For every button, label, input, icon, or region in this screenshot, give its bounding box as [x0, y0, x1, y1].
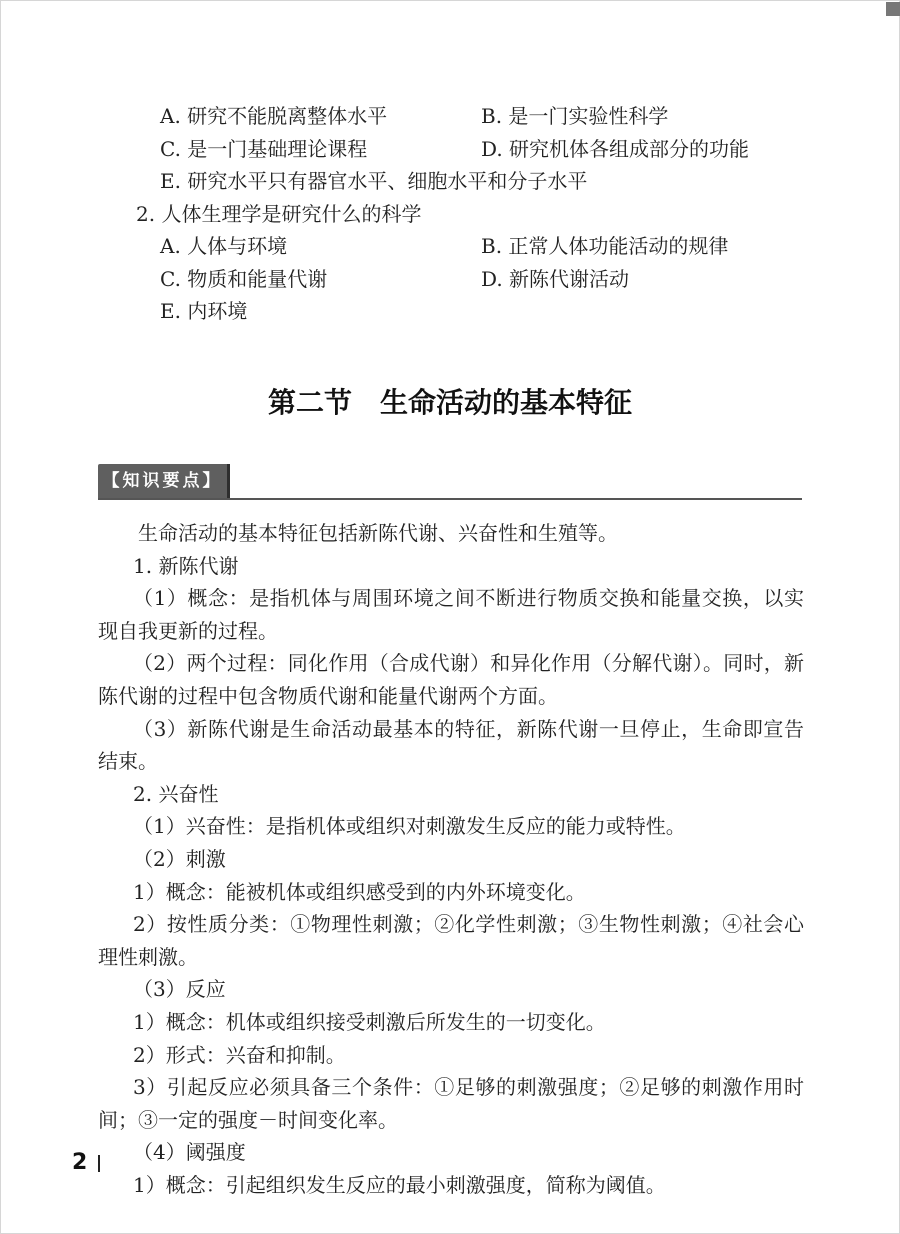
- body-text: [98, 517, 804, 1201]
- q1-option-e: E. 研究水平只有器官水平、细胞水平和分子水平: [160, 169, 588, 193]
- q1-option-c: C. 是一门基础理论课程: [160, 136, 368, 161]
- q2-option-e: E. 内环境: [160, 299, 248, 323]
- option-row: [0, 263, 900, 296]
- q2-option-c: C. 物质和能量代谢: [160, 266, 328, 291]
- corner-mark: [886, 2, 900, 16]
- paragraph: 1）概念：引起组织发生反应的最小刺激强度，简称为阈值。: [133, 1172, 666, 1197]
- knowledge-points-label: 【知识要点】: [98, 464, 230, 498]
- paragraph: 1）概念：能被机体或组织感受到的内外环境变化。: [133, 879, 586, 904]
- paragraph: 生命活动的基本特征包括新陈代谢、兴奋性和生殖等。: [138, 521, 618, 545]
- heading-excitability: 2. 兴奋性: [133, 781, 219, 806]
- paragraph: 2）形式：兴奋和抑制。: [133, 1042, 346, 1067]
- q1-option-d: D. 研究机体各组成部分的功能: [481, 136, 750, 161]
- section-title: 第二节 生命活动的基本特征: [267, 386, 632, 419]
- subheading-threshold: （4）阈强度: [133, 1140, 246, 1165]
- option-row: [0, 165, 900, 198]
- heading-metabolism: 1. 新陈代谢: [133, 553, 239, 578]
- page-number: 2: [72, 1150, 88, 1175]
- question-stem-row: [0, 198, 900, 231]
- paragraph: 1）概念：机体或组织接受刺激后所发生的一切变化。: [133, 1009, 606, 1034]
- q2-stem: 2. 人体生理学是研究什么的科学: [136, 201, 422, 226]
- knowledge-points-tab: [98, 464, 230, 498]
- q2-option-d: D. 新陈代谢活动: [481, 266, 630, 291]
- page-number-divider: [98, 1155, 100, 1172]
- question-options: [0, 100, 900, 328]
- subheading-response: （3）反应: [133, 977, 226, 1002]
- option-row: [0, 100, 900, 133]
- option-row: [0, 230, 900, 263]
- paragraph: 3）引起反应必须具备三个条件：①足够的刺激强度；②足够的刺激作用时间；③一定的强度－时间变化率。: [98, 1075, 804, 1132]
- q1-option-b: B. 是一门实验性科学: [481, 104, 669, 128]
- paragraph: 2）按性质分类：①物理性刺激；②化学性刺激；③生物性刺激；④社会心理性刺激。: [98, 912, 804, 969]
- q2-option-b: B. 正常人体功能活动的规律: [481, 234, 729, 258]
- subheading-stimulus: （2）刺激: [133, 846, 226, 871]
- paragraph: （1）概念：是指机体与周围环境之间不断进行物质交换和能量交换，以实现自我更新的过程。: [98, 586, 804, 643]
- option-row: [0, 295, 900, 328]
- section-rule: [98, 498, 802, 500]
- paragraph: （3）新陈代谢是生命活动最基本的特征，新陈代谢一旦停止，生命即宣告结束。: [98, 716, 804, 774]
- q2-option-a: A. 人体与环境: [160, 234, 288, 258]
- paragraph: （2）两个过程：同化作用（合成代谢）和异化作用（分解代谢）。同时，新陈代谢的过程中包含物质代谢和能量代谢两个方面。: [98, 651, 804, 708]
- paragraph: （1）兴奋性：是指机体或组织对刺激发生反应的能力或特性。: [133, 814, 686, 839]
- q1-option-a: A. 研究不能脱离整体水平: [160, 104, 388, 128]
- option-row: [0, 133, 900, 166]
